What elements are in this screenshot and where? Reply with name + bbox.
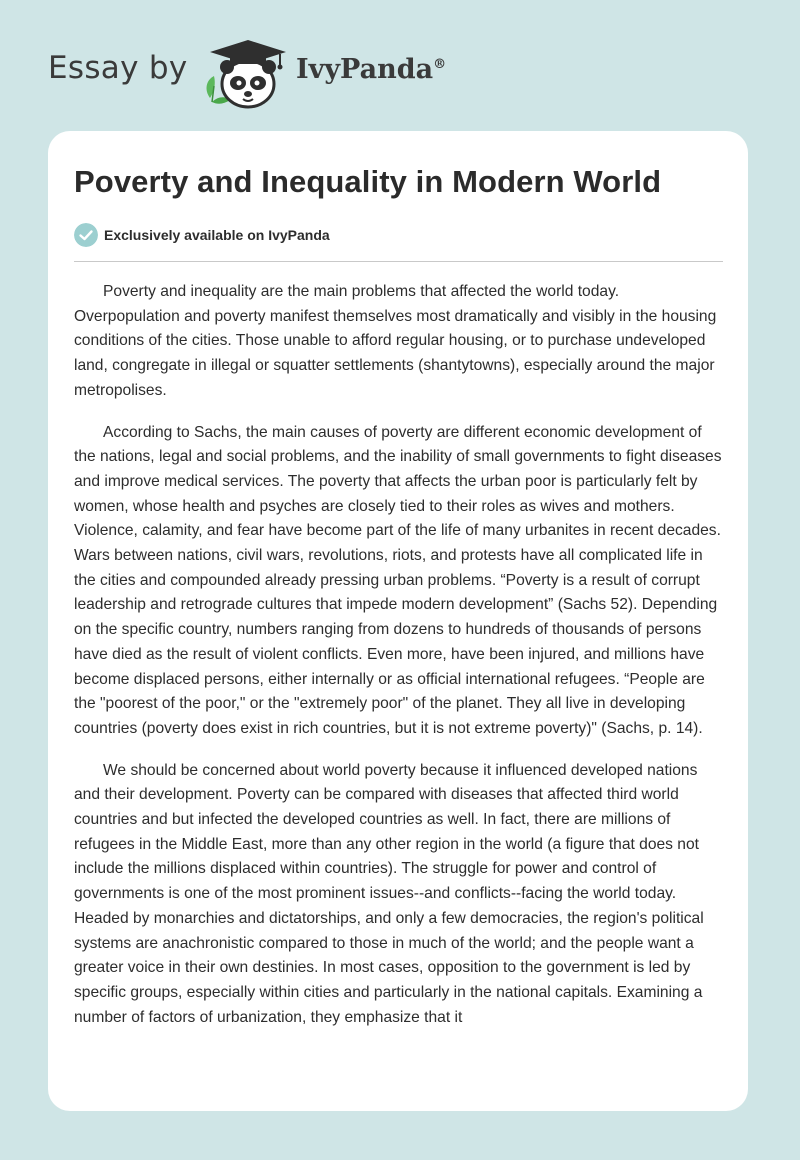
paragraph: We should be concerned about world poverty because it influenced developed nations and their development. Poverty can be compared with diseases that affected third world countries and but infected the developed countries as well. In fact, there are millions of refugees in the Middle East, more than any other region in the world (a figure that does not include the millions displaced within countries). The struggle for power and control of governments is one of the most prominent issues--and conflicts--facing the world today. Headed by monarchies and dictatorships, and only a few democracies, the region's political systems are anachronistic compared to those in much of the world; and the people want a greater voice in their own destinies. In most cases, opposition to the government is led by specific groups, especially within cities and particularly in the national capitals. Examining a number of factors of urbanization, they emphasize that it [74, 761, 704, 1026]
site-header [0, 0, 800, 130]
essay-card [48, 131, 748, 1111]
panda-graduation-cap-icon[interactable] [200, 36, 292, 110]
paragraph: Poverty and inequality are the main problems that affected the world today. Overpopulation and poverty manifest themselves most dramatically and visibly in the housing conditions of the cities. Those unable to afford regular housing, or to purchase undeveloped land, congregate in illegal or squatter settlements (shantytowns), especially around the major metropolises. [74, 283, 717, 399]
page-title: Poverty and Inequality in Modern World [74, 164, 662, 199]
registered-mark: ® [433, 57, 447, 72]
check-badge-icon [74, 223, 98, 247]
exclusive-label: Exclusively available on IvyPanda [104, 227, 330, 243]
divider [74, 261, 723, 262]
brand-name[interactable]: IvyPanda® [296, 54, 447, 85]
exclusive-badge [74, 223, 330, 247]
essay-body [74, 280, 723, 1047]
brand-prefix: Essay by [48, 50, 188, 86]
paragraph: According to Sachs, the main causes of poverty are different economic development of the nations, legal and social problems, and the inability of small governments to fight diseases and improve medical services. The poverty that affects the urban poor is particularly felt by women, whose health and psyches are closely tied to their roles as wives and mothers. Violence, calamity, and fear have become part of the life of many urbanites in recent decades. Wars between nations, civil wars, revolutions, riots, and protests have all complicated life in the cities and compounded already pressing urban problems. “Poverty is a result of corrupt leadership and retrograde cultures that impede modern development” (Sachs 52). Depending on the specific country, numbers ranging from dozens to hundreds of thousands of persons have died as the result of violent conflicts. Even more, have been injured, and millions have become displaced persons, either internally or as official international refugees. “People are the "poorest of the poor," or the "extremely poor" of the planet. They all live in developing countries (poverty does exist in rich countries, but it is not extreme poverty)" (Sachs, p. 14). [74, 423, 722, 737]
